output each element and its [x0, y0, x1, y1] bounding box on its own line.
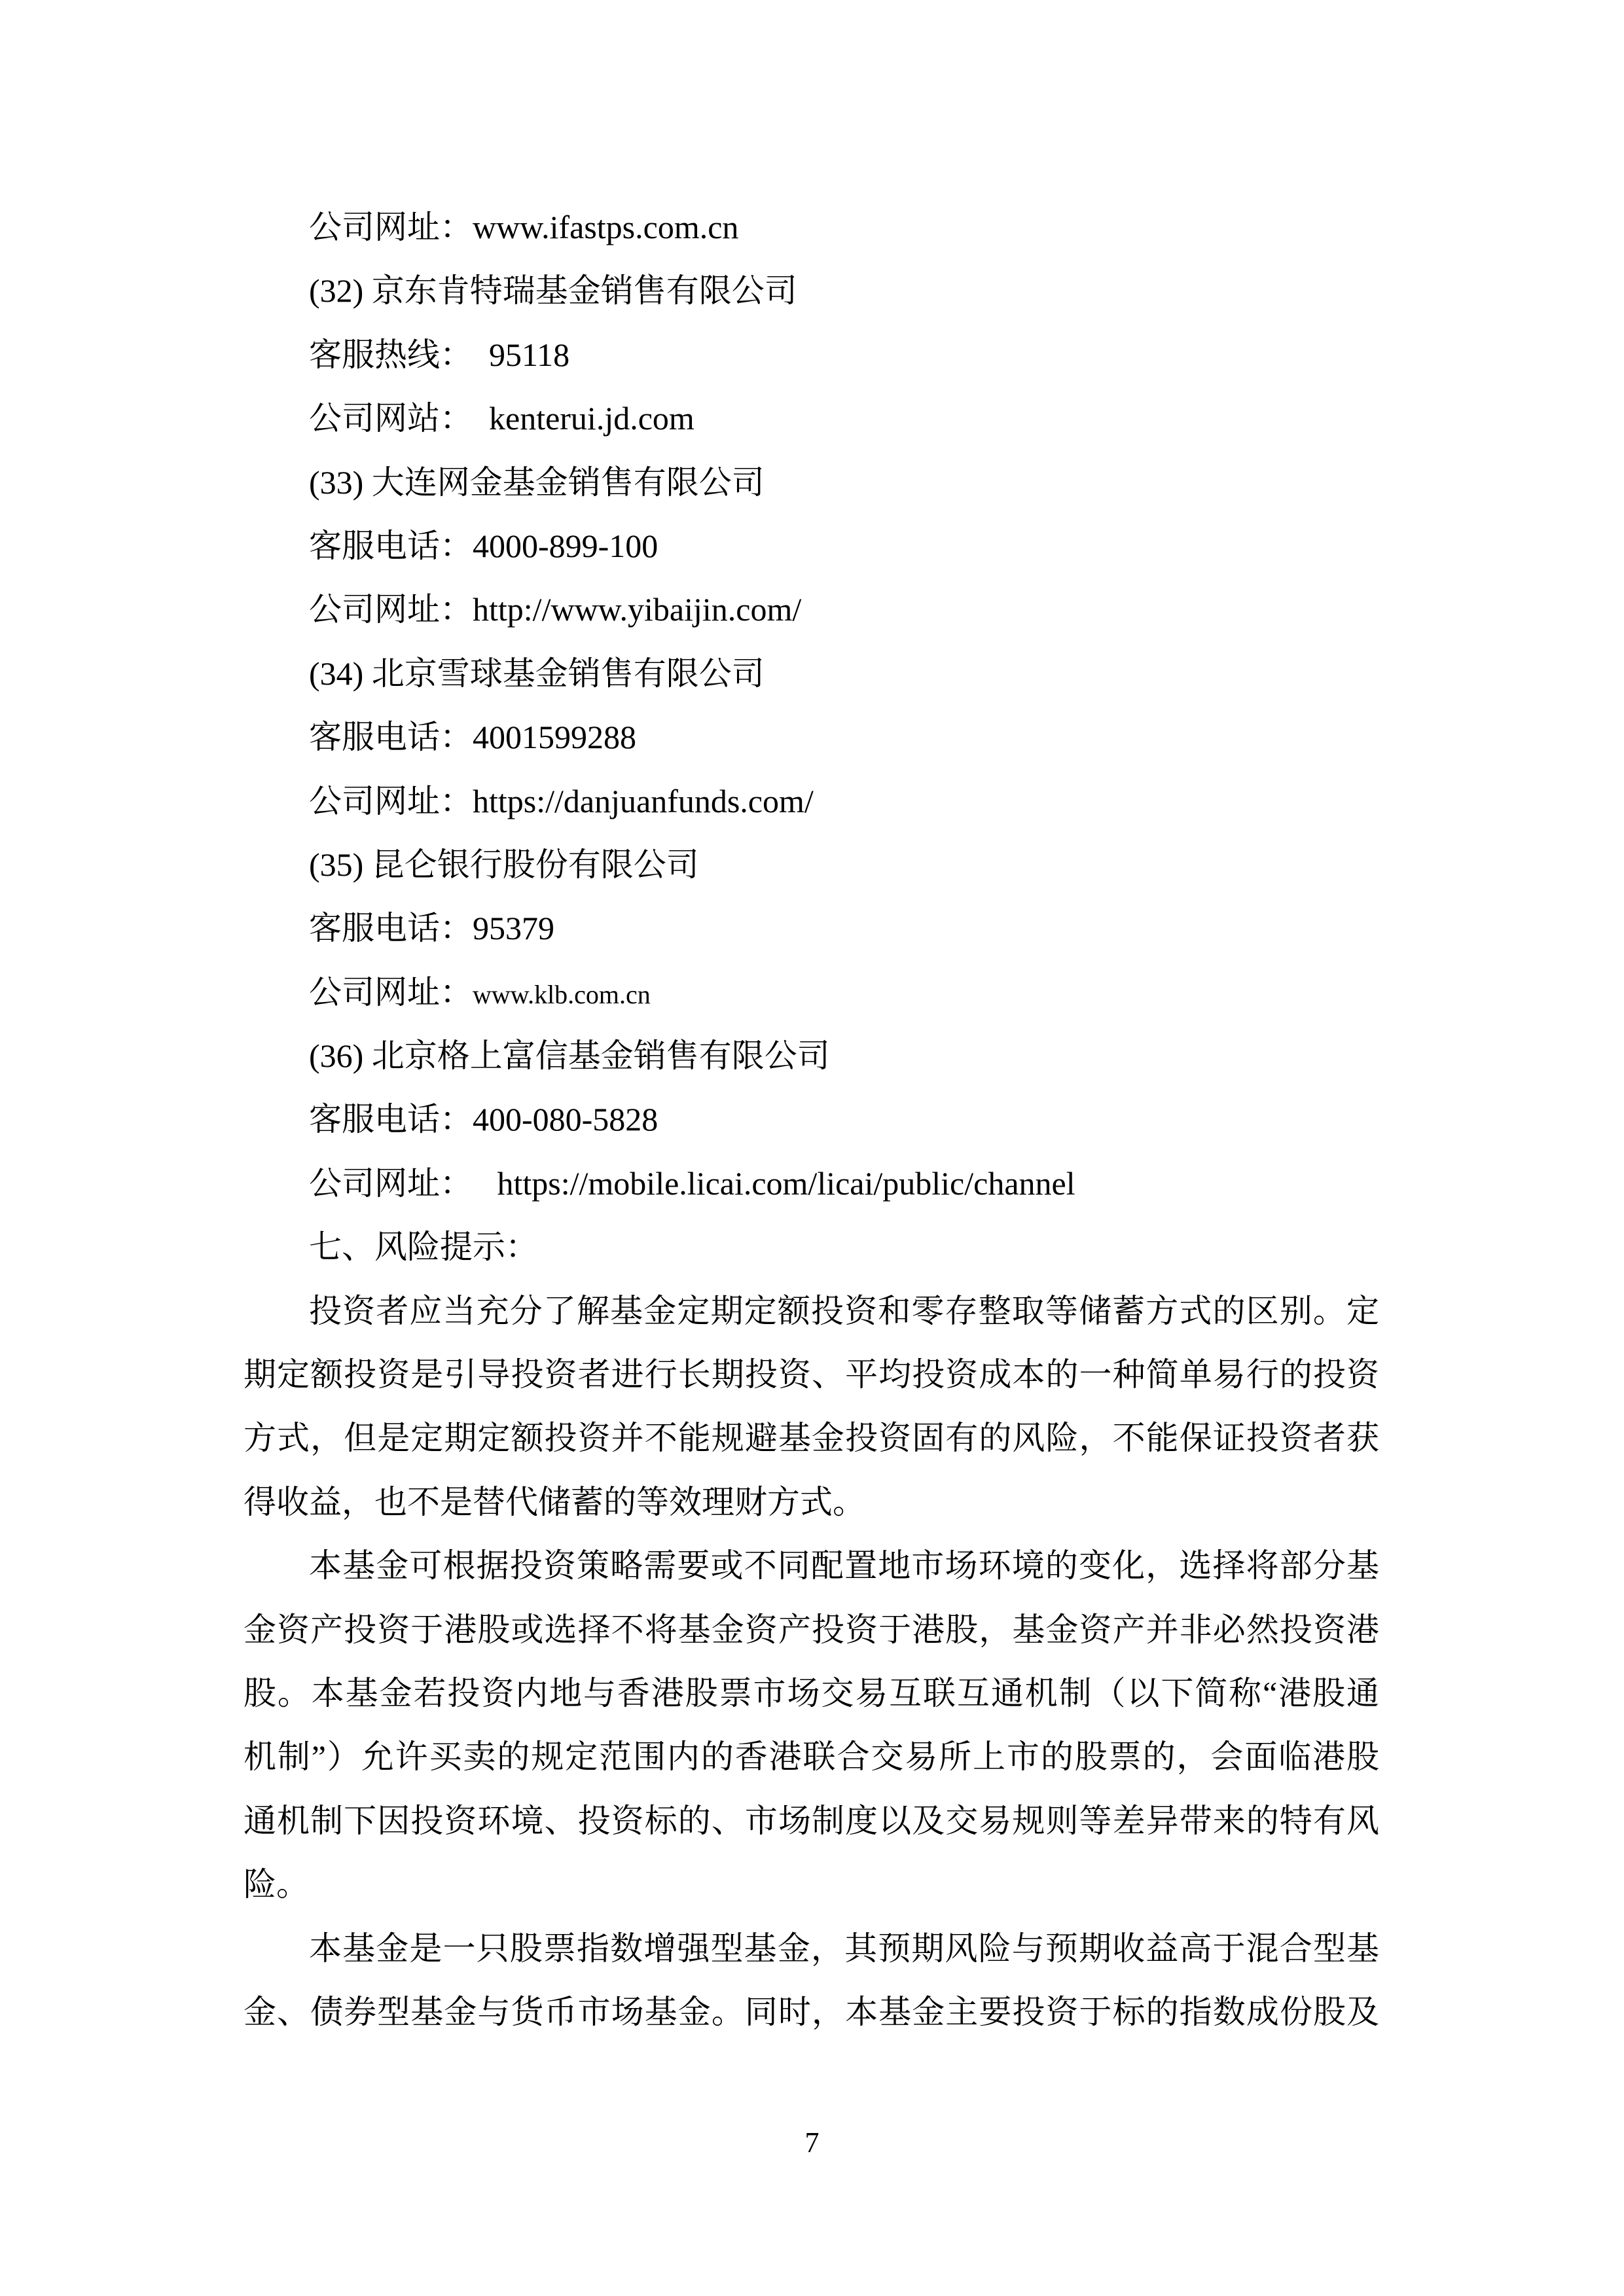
contact-line [244, 387, 1379, 450]
contact-value: kenterui.jd.com [473, 400, 695, 437]
contact-line [244, 897, 1379, 960]
company-entry: (36) 北京格上富信基金销售有限公司 [309, 1037, 830, 1075]
contact-label: 客服热线： [309, 336, 473, 373]
contact-line [244, 961, 1379, 1024]
body-line: 股。本基金若投资内地与香港股票市场交易互联互通机制（以下简称“港股通 [244, 1674, 1379, 1712]
body-line: 机制”）允许买卖的规定范围内的香港联合交易所上市的股票的，会面临港股 [244, 1738, 1379, 1776]
body-line: 得收益，也不是替代储蓄的等效理财方式。 [244, 1483, 865, 1520]
body-line: 本基金可根据投资策略需要或不同配置地市场环境的变化，选择将部分基 [309, 1547, 1379, 1585]
company-entry: (35) 昆仑银行股份有限公司 [309, 846, 699, 883]
contact-label: 公司网址： [309, 591, 473, 628]
contact-value: 95379 [473, 910, 554, 947]
contact-value: http://www.yibaijin.com/ [473, 591, 802, 628]
contact-value: 95118 [473, 336, 570, 373]
contact-label: 客服电话： [309, 719, 473, 756]
contact-value: 4000-899-100 [473, 527, 659, 564]
contact-label: 客服电话： [309, 1101, 473, 1138]
body-line: 通机制下因投资环境、投资标的、市场制度以及交易规则等差异带来的特有风 [244, 1802, 1379, 1839]
contact-value: https://danjuanfunds.com/ [473, 782, 814, 819]
contact-label: 公司网址： [309, 209, 473, 245]
page-number: 7 [804, 2126, 820, 2159]
contact-label: 客服电话： [309, 527, 473, 564]
contact-line [244, 578, 1379, 641]
contact-label: 公司网址： [309, 782, 473, 819]
contact-value: 4001599288 [473, 719, 636, 756]
contact-line [244, 706, 1379, 769]
contact-value: www.klb.com.cn [473, 979, 651, 1009]
body-line: 险。 [244, 1866, 309, 1903]
contact-line [244, 770, 1379, 833]
contact-line [244, 514, 1379, 578]
company-entry: (33) 大连网金基金销售有限公司 [309, 463, 765, 501]
contact-label: 公司网址： [309, 973, 473, 1011]
company-entry: (32) 京东肯特瑞基金销售有限公司 [309, 272, 797, 310]
contact-value: 400-080-5828 [473, 1101, 659, 1138]
body-line: 方式，但是定期定额投资并不能规避基金投资固有的风险，不能保证投资者获 [244, 1420, 1379, 1457]
contact-value: https://mobile.licai.com/licai/public/channel [473, 1164, 1075, 1202]
body-line: 金、债券型基金与货币市场基金。同时，本基金主要投资于标的指数成份股及 [244, 1993, 1379, 2030]
body-line: 金资产投资于港股或选择不将基金资产投资于港股，基金资产并非必然投资港 [244, 1611, 1379, 1648]
body-line: 本基金是一只股票指数增强型基金，其预期风险与预期收益高于混合型基 [309, 1929, 1379, 1967]
page-content [244, 196, 1379, 2044]
contact-label: 公司网站： [309, 400, 473, 437]
contact-line [244, 1088, 1379, 1151]
contact-line [244, 323, 1379, 387]
contact-line [244, 196, 1379, 259]
section-heading: 七、风险提示： [309, 1229, 538, 1266]
company-entry: (34) 北京雪球基金销售有限公司 [309, 655, 765, 692]
contact-value: www.ifastps.com.cn [473, 209, 739, 245]
body-line: 投资者应当充分了解基金定期定额投资和零存整取等储蓄方式的区别。定 [309, 1292, 1379, 1329]
contact-label: 公司网址： [309, 1164, 473, 1202]
body-line: 期定额投资是引导投资者进行长期投资、平均投资成本的一种简单易行的投资 [244, 1356, 1379, 1393]
contact-label: 客服电话： [309, 910, 473, 947]
contact-line [244, 1152, 1379, 1215]
